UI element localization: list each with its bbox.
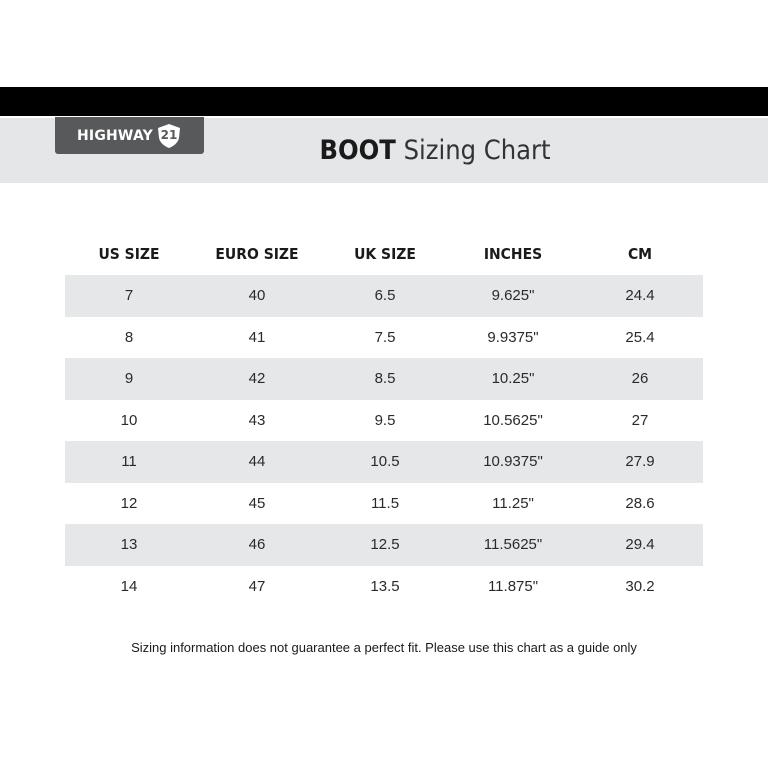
cell-uk-size: 8.5 <box>374 370 396 388</box>
cell-uk-size: 10.5 <box>370 453 400 471</box>
cell-cm: 24.4 <box>625 287 655 305</box>
table-row <box>65 566 703 608</box>
cell-euro-size: 47 <box>248 577 266 595</box>
cell-euro-size: 44 <box>248 453 266 471</box>
cell-euro-size: 46 <box>248 536 266 554</box>
top-black-band <box>0 87 768 116</box>
cell-inches: 11.25" <box>492 494 534 512</box>
table-row <box>65 275 703 317</box>
cell-inches: 9.9375" <box>487 328 539 346</box>
cell-uk-size: 9.5 <box>374 411 396 429</box>
cell-us-size: 14 <box>120 577 138 595</box>
cell-uk-size: 6.5 <box>374 287 396 305</box>
cell-uk-size: 13.5 <box>370 577 400 595</box>
cell-euro-size: 43 <box>248 411 266 429</box>
cell-inches: 10.9375" <box>483 453 543 471</box>
header-uk-size: UK SIZE <box>354 245 416 263</box>
cell-cm: 25.4 <box>625 328 655 346</box>
cell-us-size: 11 <box>121 453 137 471</box>
table-row <box>65 358 703 400</box>
title-light-words: Sizing Chart <box>403 135 551 166</box>
cell-us-size: 9 <box>124 370 134 388</box>
size-table <box>65 233 703 607</box>
table-row <box>65 483 703 525</box>
cell-inches: 11.5625" <box>483 536 543 554</box>
table-row <box>65 441 703 483</box>
cell-inches: 10.5625" <box>483 411 543 429</box>
cell-euro-size: 45 <box>248 494 266 512</box>
header-cm: CM <box>627 245 653 263</box>
table-row <box>65 524 703 566</box>
cell-euro-size: 42 <box>248 370 266 388</box>
title-bold-word: BOOT <box>319 135 396 166</box>
cell-cm: 30.2 <box>625 577 655 595</box>
header-euro-size: EURO SIZE <box>215 245 299 263</box>
cell-cm: 26 <box>631 370 649 388</box>
table-row <box>65 317 703 359</box>
cell-cm: 29.4 <box>625 536 655 554</box>
cell-us-size: 8 <box>124 328 134 346</box>
fit-disclaimer: Sizing information does not guarantee a perfect fit. Please use this chart as a guide only <box>131 640 637 655</box>
page-title <box>0 131 768 171</box>
cell-euro-size: 41 <box>248 328 266 346</box>
header-inches: INCHES <box>483 245 543 263</box>
cell-inches: 11.875" <box>487 577 539 595</box>
logo-text: HIGHWAY <box>77 127 153 144</box>
table-row <box>65 400 703 442</box>
cell-us-size: 13 <box>120 536 138 554</box>
cell-cm: 27 <box>631 411 649 429</box>
cell-us-size: 12 <box>120 494 138 512</box>
cell-uk-size: 11.5 <box>370 494 400 512</box>
logo-number: 21 <box>160 127 178 142</box>
cell-uk-size: 12.5 <box>370 536 400 554</box>
cell-uk-size: 7.5 <box>374 328 396 346</box>
cell-us-size: 10 <box>120 411 138 429</box>
cell-cm: 28.6 <box>625 494 655 512</box>
cell-inches: 9.625" <box>491 287 535 305</box>
cell-inches: 10.25" <box>491 370 535 388</box>
cell-euro-size: 40 <box>248 287 266 305</box>
cell-cm: 27.9 <box>625 453 655 471</box>
table-header-row <box>65 233 703 275</box>
header-us-size: US SIZE <box>98 245 160 263</box>
cell-us-size: 7 <box>124 287 134 305</box>
